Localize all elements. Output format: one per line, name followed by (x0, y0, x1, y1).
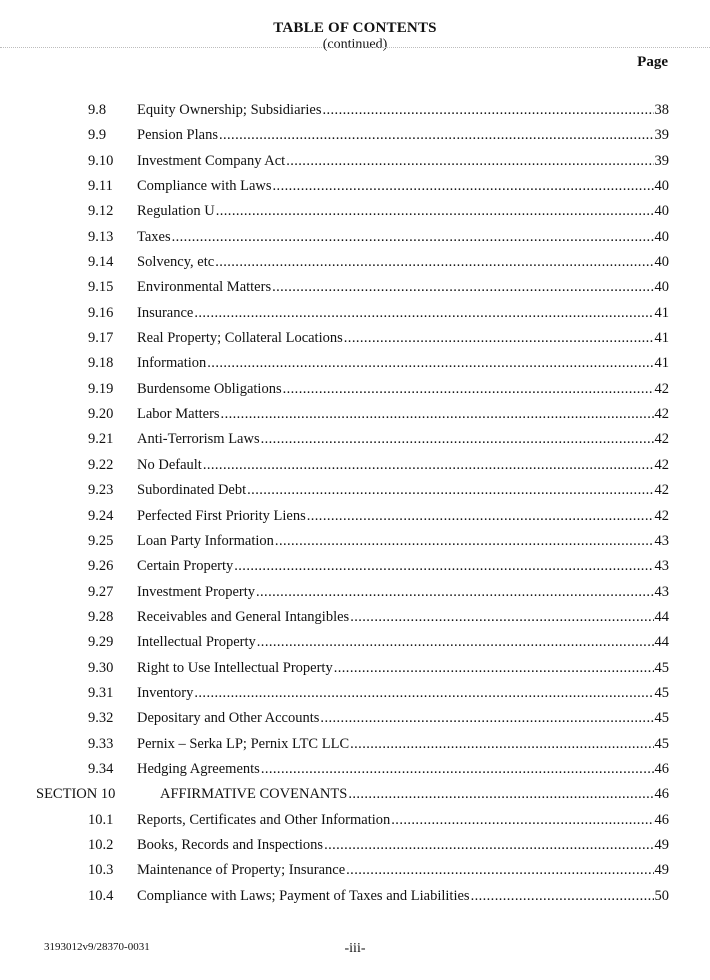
toc-entry-row (0, 326, 710, 351)
toc-entry-line (137, 199, 669, 224)
toc-entry-page: 42 (654, 431, 669, 448)
toc-entry-number: 9.20 (88, 406, 114, 423)
dot-leader (471, 884, 654, 909)
toc-entry-title: Burdensome Obligations (137, 380, 282, 397)
toc-entry-page: 44 (654, 608, 669, 625)
toc-entry-page: 41 (654, 330, 669, 347)
toc-entry-title: Environmental Matters (137, 279, 272, 296)
toc-entry-line (137, 225, 669, 250)
toc-entry-title: Regulation U (137, 203, 215, 220)
toc-entry-line (137, 301, 669, 326)
toc-entry-page: 40 (654, 254, 669, 271)
toc-entry-row (0, 529, 710, 554)
dot-leader (348, 782, 653, 807)
toc-entry-row (0, 225, 710, 250)
toc-section-row (0, 782, 710, 807)
toc-entry-line (137, 681, 669, 706)
dot-leader (216, 199, 654, 224)
toc-entry-page: 40 (654, 203, 669, 220)
toc-entry-page: 43 (654, 558, 669, 575)
toc-entry-line (137, 149, 669, 174)
toc-entry-row (0, 706, 710, 731)
dot-leader (194, 681, 653, 706)
toc-entry-row (0, 199, 710, 224)
toc-entry-title: Depositary and Other Accounts (137, 710, 320, 727)
toc-entry-number: 9.19 (88, 380, 114, 397)
toc-entry-page: 42 (654, 380, 669, 397)
toc-entry-line (137, 123, 669, 148)
toc-entry-page: 40 (654, 279, 669, 296)
toc-entry-page: 42 (654, 482, 669, 499)
toc-entry-row (0, 377, 710, 402)
toc-entry-row (0, 174, 710, 199)
toc-entry-title: Perfected First Priority Liens (137, 507, 306, 524)
toc-entry-number: 9.22 (88, 456, 114, 473)
toc-entry-number: 9.25 (88, 532, 114, 549)
toc-entry-row (0, 884, 710, 909)
toc-entry-number: 9.30 (88, 659, 114, 676)
toc-entry-row (0, 123, 710, 148)
toc-entry-title: Inventory (137, 684, 194, 701)
toc-entry-row (0, 656, 710, 681)
toc-entry-title: Reports, Certificates and Other Information (137, 811, 391, 828)
dot-leader (256, 580, 654, 605)
toc-entry-page: 49 (654, 862, 669, 879)
toc-entry-title: Certain Property (137, 558, 234, 575)
toc-entry-line (137, 757, 669, 782)
dot-leader (203, 453, 654, 478)
toc-entry-line (137, 326, 669, 351)
toc-entry-line (137, 377, 669, 402)
toc-entry-title: Investment Company Act (137, 152, 286, 169)
toc-entry-number: 9.15 (88, 279, 114, 296)
toc-entry-number: 10.3 (88, 862, 114, 879)
toc-entry-row (0, 149, 710, 174)
toc-entry-line (137, 174, 669, 199)
toc-entry-title: Pension Plans (137, 127, 218, 144)
dot-leader (346, 858, 653, 883)
toc-entry-title: Equity Ownership; Subsidiaries (137, 102, 322, 118)
toc-entry-title: Books, Records and Inspections (137, 836, 324, 853)
dot-leader (320, 706, 653, 731)
toc-entry-title: Pernix – Serka LP; Pernix LTC LLC (137, 735, 350, 752)
toc-entry-page: 39 (654, 127, 669, 144)
toc-entry-line (137, 656, 669, 681)
dot-leader (234, 554, 653, 579)
toc-entry-number: 9.31 (88, 684, 114, 701)
toc-entry-row (0, 681, 710, 706)
toc-list (0, 98, 710, 909)
dot-leader (324, 833, 653, 858)
dot-leader (350, 605, 653, 630)
toc-entry-line (137, 98, 669, 123)
toc-entry-page: 44 (654, 634, 669, 651)
toc-entry-line (137, 605, 669, 630)
toc-entry-title: Labor Matters (137, 406, 220, 423)
toc-entry-number: 9.13 (88, 228, 114, 245)
toc-entry-page: 45 (654, 710, 669, 727)
toc-entry-title: Solvency, etc (137, 254, 215, 271)
toc-entry-page: 45 (654, 659, 669, 676)
toc-entry-number: 9.27 (88, 583, 114, 600)
toc-entry-row (0, 478, 710, 503)
dot-leader (272, 275, 653, 300)
toc-entry-number: 9.16 (88, 304, 114, 321)
toc-entry-row (0, 275, 710, 300)
toc-entry-number: 9.33 (88, 735, 114, 752)
toc-entry-number: 10.4 (88, 887, 114, 904)
document-id: 3193012v9/28370-0031 (44, 941, 150, 953)
dot-leader (322, 98, 653, 123)
toc-entry-row (0, 858, 710, 883)
toc-entry-number: 9.17 (88, 330, 114, 347)
toc-entry-row (0, 402, 710, 427)
dot-leader (275, 529, 654, 554)
toc-entry-row (0, 301, 710, 326)
toc-entry-row (0, 453, 710, 478)
dot-leader (283, 377, 654, 402)
toc-entry-title: AFFIRMATIVE COVENANTS (160, 786, 348, 803)
toc-entry-line (137, 453, 669, 478)
toc-entry-row (0, 732, 710, 757)
toc-entry-page: 43 (654, 583, 669, 600)
toc-entry-number: 9.28 (88, 608, 114, 625)
dot-leader (219, 123, 654, 148)
toc-entry-number: 9.9 (88, 127, 107, 144)
toc-entry-page: 38 (654, 102, 669, 118)
dot-leader (286, 149, 653, 174)
dot-leader (273, 174, 654, 199)
toc-entry-line (137, 529, 669, 554)
toc-entry-title: Compliance with Laws; Payment of Taxes and Liabilities (137, 887, 470, 904)
toc-entry-line (160, 782, 669, 807)
toc-entry-line (137, 808, 669, 833)
toc-entry-page: 40 (654, 178, 669, 195)
toc-entry-number: 9.8 (88, 102, 107, 118)
toc-entry-number: 9.29 (88, 634, 114, 651)
dot-leader (194, 301, 653, 326)
dot-leader (215, 250, 653, 275)
toc-entry-number: 10.2 (88, 836, 114, 853)
toc-entry-title: No Default (137, 456, 202, 473)
toc-entry-line (137, 732, 669, 757)
dot-leader (350, 732, 653, 757)
dot-leader (261, 757, 654, 782)
dot-leader (391, 808, 653, 833)
toc-entry-number: SECTION 10 (36, 786, 116, 803)
toc-entry-page: 50 (654, 887, 669, 904)
toc-entry-page: 46 (654, 786, 669, 803)
toc-entry-line (137, 554, 669, 579)
toc-entry-line (137, 351, 669, 376)
toc-entry-number: 9.34 (88, 760, 114, 777)
toc-entry-page: 49 (654, 836, 669, 853)
toc-entry-page: 41 (654, 304, 669, 321)
toc-entry-row (0, 98, 710, 123)
toc-entry-row (0, 351, 710, 376)
toc-entry-title: Information (137, 355, 207, 372)
toc-entry-row (0, 833, 710, 858)
toc-entry-page: 42 (654, 456, 669, 473)
toc-entry-number: 9.21 (88, 431, 114, 448)
toc-entry-number: 9.14 (88, 254, 114, 271)
toc-entry-title: Hedging Agreements (137, 760, 260, 777)
toc-entry-line (137, 402, 669, 427)
dot-leader (257, 630, 654, 655)
toc-entry-page: 45 (654, 735, 669, 752)
toc-entry-title: Loan Party Information (137, 532, 274, 549)
toc-entry-line (137, 275, 669, 300)
toc-entry-page: 40 (654, 228, 669, 245)
toc-entry-page: 42 (654, 406, 669, 423)
toc-entry-line (137, 630, 669, 655)
dot-leader (307, 504, 654, 529)
toc-entry-line (137, 478, 669, 503)
toc-entry-title: Right to Use Intellectual Property (137, 659, 333, 676)
toc-entry-row (0, 427, 710, 452)
toc-entry-row (0, 250, 710, 275)
toc-entry-number: 9.32 (88, 710, 114, 727)
toc-entry-number: 9.24 (88, 507, 114, 524)
toc-entry-number: 9.18 (88, 355, 114, 372)
toc-entry-title: Intellectual Property (137, 634, 256, 651)
toc-entry-title: Insurance (137, 304, 194, 321)
toc-entry-number: 10.1 (88, 811, 114, 828)
toc-entry-row (0, 605, 710, 630)
toc-entry-number: 9.26 (88, 558, 114, 575)
toc-entry-row (0, 580, 710, 605)
dot-leader (172, 225, 654, 250)
toc-entry-page: 39 (654, 152, 669, 169)
toc-entry-line (137, 580, 669, 605)
toc-entry-row (0, 630, 710, 655)
toc-entry-line (137, 884, 669, 909)
toc-entry-number: 9.23 (88, 482, 114, 499)
toc-entry-line (137, 858, 669, 883)
toc-entry-title: Investment Property (137, 583, 255, 600)
toc-entry-title: Real Property; Collateral Locations (137, 330, 343, 347)
toc-entry-line (137, 427, 669, 452)
page-column-header: Page (637, 54, 668, 70)
toc-entry-line (137, 706, 669, 731)
toc-entry-row (0, 757, 710, 782)
toc-entry-title: Subordinated Debt (137, 482, 247, 499)
toc-entry-title: Anti-Terrorism Laws (137, 431, 260, 448)
toc-entry-title: Maintenance of Property; Insurance (137, 862, 346, 879)
toc-entry-page: 46 (654, 811, 669, 828)
toc-entry-row (0, 808, 710, 833)
toc-entry-line (137, 504, 669, 529)
toc-entry-number: 9.12 (88, 203, 114, 220)
dot-leader (261, 427, 654, 452)
toc-entry-title: Receivables and General Intangibles (137, 608, 350, 625)
page-subtitle: (continued) (322, 37, 388, 52)
toc-entry-page: 46 (654, 760, 669, 777)
header-divider (0, 47, 710, 48)
page-title: TABLE OF CONTENTS (273, 20, 437, 36)
toc-entry-page: 43 (654, 532, 669, 549)
toc-entry-number: 9.10 (88, 152, 114, 169)
toc-entry-line (137, 833, 669, 858)
toc-entry-page: 45 (654, 684, 669, 701)
dot-leader (344, 326, 654, 351)
page-number: -iii- (344, 941, 366, 956)
dot-leader (207, 351, 653, 376)
toc-entry-title: Taxes (137, 228, 171, 245)
toc-entry-row (0, 554, 710, 579)
toc-entry-number: 9.11 (88, 178, 113, 195)
toc-entry-page: 41 (654, 355, 669, 372)
dot-leader (247, 478, 653, 503)
toc-entry-line (137, 250, 669, 275)
toc-entry-title: Compliance with Laws (137, 178, 272, 195)
toc-entry-row (0, 504, 710, 529)
toc-entry-page: 42 (654, 507, 669, 524)
dot-leader (221, 402, 654, 427)
dot-leader (334, 656, 654, 681)
